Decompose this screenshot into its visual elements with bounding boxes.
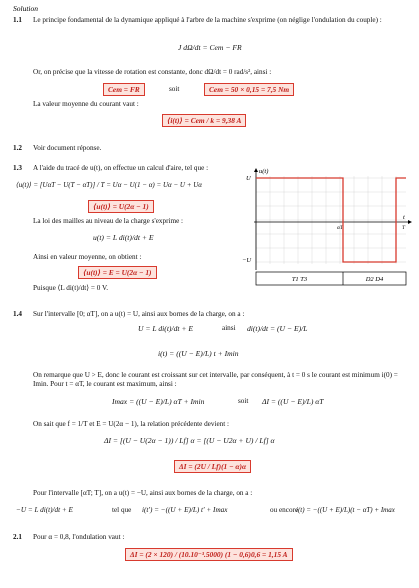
- equation-derivative: di(t)/dt = (U − E)/L: [247, 324, 308, 333]
- graph-ylabel: u(t): [259, 168, 269, 175]
- conduction-table: [256, 272, 406, 285]
- equation-charge-2: −U = L di(t)/dt + E: [16, 506, 73, 514]
- graph-top-level: U: [246, 175, 251, 182]
- equation-current-fall: i(t′) = −((U + E)/L) t′ + Imax: [142, 506, 228, 514]
- graph-bottom-level: −U: [242, 257, 252, 264]
- section-1-2-text: Voir document réponse.: [33, 144, 102, 152]
- result-box-cem-fr: Cem = FR: [103, 83, 145, 96]
- result-box-delta-i: ΔI = (2U / Lf)(1 − α)α: [174, 460, 251, 473]
- graph-t-label: t: [403, 214, 405, 221]
- ou-encore-label: ou encore: [270, 506, 299, 514]
- mesh-law-text: La loi des mailles au niveau de la charge s'exprime :: [33, 217, 184, 225]
- result-box-mean-voltage: ⟨u(t)⟩ = U(2α − 1): [88, 200, 154, 213]
- equation-current-fall-alt: i(t) = −((U + E)/L)(t − αT) + Imax: [296, 506, 395, 514]
- ainsi-label: ainsi: [222, 324, 236, 332]
- puisque-text: Puisque ⟨L di(t)/dt⟩ = 0 V.: [33, 284, 109, 292]
- section-2-1-text: Pour α = 0,8, l'ondulation vaut :: [33, 533, 125, 541]
- voltage-waveform-graph: [240, 166, 412, 296]
- section-1-3-intro: A l'aide du tracé de u(t), on effectue un calcul d'aire, tel que :: [33, 164, 209, 172]
- mean-value-text: Ainsi en valeur moyenne, on obtient :: [33, 253, 142, 261]
- equation-delta-i: ΔI = ((U − E)/L) αT: [262, 397, 324, 406]
- graph-alpha-t-label: αT: [337, 225, 343, 231]
- conduction-cell-d2d4: D2 D4: [365, 276, 384, 283]
- equation-current-rise: i(t) = ((U − E)/L) t + Imin: [158, 349, 239, 358]
- mean-current-text: La valeur moyenne du courant vaut :: [33, 100, 139, 108]
- equation-delta-i-expanded: ΔI = [(U − U(2α − 1)) / Lf] α = [(U − U2α + U) / Lf] α: [104, 436, 275, 445]
- section-1-1-intro: Le principe fondamental de la dynamique appliqué à l'arbre de la machine s'exprime (on néglige l'ondulation du couple) :: [33, 16, 382, 24]
- section-1-1-number: 1.1: [13, 16, 22, 24]
- result-box-mean-current: ⟨i(t)⟩ = Cem / k = 9,38 A: [162, 114, 246, 127]
- interval2-text: Pour l'intervalle [αT; T], on a u(t) = −U, ainsi aux bornes de la charge, on a :: [33, 489, 253, 497]
- result-box-cem-value: Cem = 50 × 0,15 = 7,5 Nm: [204, 83, 294, 96]
- result-box-e-value: ⟨u(t)⟩ = E = U(2α − 1): [78, 266, 157, 279]
- result-box-ripple: ΔI = (2 × 120) / (10.10⁻³.5000) (1 − 0,6)0,6 = 1,15 A: [125, 548, 293, 561]
- soit-label: soit: [169, 85, 180, 93]
- remark-text: On remarque que U > E, donc le courant est croissant sur cet intervalle, par conséquent, à t = 0 s le courant est minimum i(0) = Imin. Pour t = αT, le courant est maximum, ainsi :: [33, 371, 398, 388]
- equation-mean-voltage: ⟨u(t)⟩ = [UαT − U(T − αT)] / T = Uα − U(1 − α) = Uα − U + Uα: [16, 181, 202, 189]
- section-2-1-number: 2.1: [13, 533, 22, 541]
- constant-speed-text: Or, on précise que la vitesse de rotation est constante, donc dΩ/dt = 0 rad/s², ainsi :: [33, 68, 272, 76]
- equation-imax: Imax = ((U − E)/L) αT + Imin: [112, 397, 205, 406]
- section-1-3-number: 1.3: [13, 164, 22, 172]
- section-1-2-number: 1.2: [13, 144, 22, 152]
- graph-period-label: T: [402, 225, 406, 231]
- know-text: On sait que f = 1/T et E = U(2α − 1), la relation précédente devient :: [33, 420, 230, 428]
- equation-charge-1: U = L di(t)/dt + E: [138, 324, 194, 333]
- solution-title: Solution: [13, 4, 39, 13]
- conduction-cell-t1t3: T1 T3: [291, 276, 308, 283]
- equation-fundamental: J dΩ/dt = Cem − FR: [178, 43, 242, 52]
- equation-mesh-law: u(t) = L di(t)/dt + E: [93, 233, 154, 242]
- section-1-4-intro: Sur l'intervalle [0; αT], on a u(t) = U, ainsi aux bornes de la charge, on a :: [33, 310, 245, 318]
- soit-label-2: soit: [238, 397, 249, 405]
- section-1-4-number: 1.4: [13, 310, 22, 318]
- tel-que-label: tel que: [112, 506, 132, 514]
